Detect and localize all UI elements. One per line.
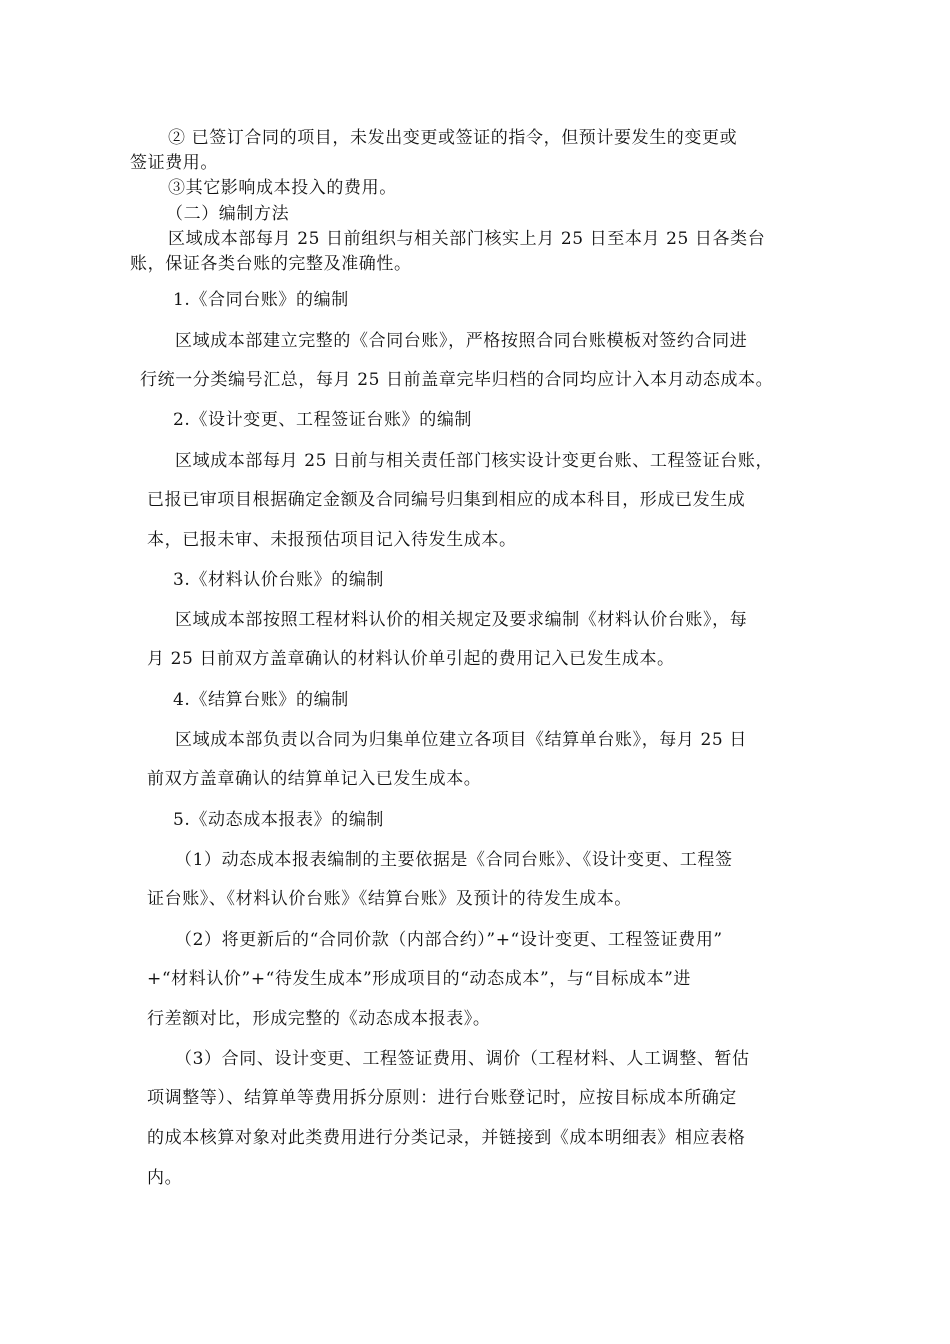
paragraph-line: 内。	[147, 1168, 183, 1188]
paragraph-line: 行统一分类编号汇总，每月 25 日前盖章完毕归档的合同均应计入本月动态成本。	[140, 370, 774, 390]
paragraph-line: 的成本核算对象对此类费用进行分类记录，并链接到《成本明细表》相应表格	[147, 1128, 746, 1148]
paragraph-line: （2）将更新后的“合同价款（内部合约）”+“设计变更、工程签证费用”	[175, 930, 723, 950]
section-heading: （二）编制方法	[166, 204, 290, 224]
paragraph-line: 证台账》、《材料认价台账》《结算台账》及预计的待发生成本。	[147, 889, 632, 909]
paragraph-line: 区域成本部负责以合同为归集单位建立各项目《结算单台账》，每月 25 日	[175, 730, 747, 750]
paragraph-line: 区域成本部每月 25 日前与相关责任部门核实设计变更台账、工程签证台账，	[175, 451, 774, 471]
paragraph-line: 区域成本部建立完整的《合同台账》，严格按照合同台账模板对签约合同进	[175, 331, 748, 351]
paragraph-line: 本，已报未审、未报预估项目记入待发生成本。	[147, 530, 517, 550]
paragraph-line: 月 25 日前双方盖章确认的材料认价单引起的费用记入已发生成本。	[147, 649, 675, 669]
paragraph-line: 区域成本部按照工程材料认价的相关规定及要求编制《材料认价台账》，每	[175, 610, 748, 630]
paragraph-line: ③其它影响成本投入的费用。	[168, 178, 397, 198]
paragraph-line: 区域成本部每月 25 日前组织与相关部门核实上月 25 日至本月 25 日各类台	[168, 229, 766, 249]
subsection-heading: 2.《设计变更、工程签证台账》的编制	[173, 410, 473, 430]
paragraph-line: 账，保证各类台账的完整及准确性。	[130, 254, 412, 274]
paragraph-line: 已报已审项目根据确定金额及合同编号归集到相应的成本科目，形成已发生成	[147, 490, 746, 510]
paragraph-line: （1）动态成本报表编制的主要依据是《合同台账》、《设计变更、工程签	[175, 850, 733, 870]
paragraph-line: （3）合同、设计变更、工程签证费用、调价（工程材料、人工调整、暂估	[175, 1049, 750, 1069]
subsection-heading: 1.《合同台账》的编制	[173, 290, 349, 310]
paragraph-line: 项调整等）、结算单等费用拆分原则：进行台账登记时，应按目标成本所确定	[147, 1088, 737, 1108]
subsection-heading: 3.《材料认价台账》的编制	[173, 570, 385, 590]
paragraph-line: 行差额对比，形成完整的《动态成本报表》。	[147, 1009, 491, 1029]
paragraph-line: ② 已签订合同的项目，未发出变更或签证的指令，但预计要发生的变更或	[168, 128, 738, 148]
paragraph-line: 签证费用。	[130, 153, 218, 173]
paragraph-line: +“材料认价”+“待发生成本”形成项目的“动态成本”，与“目标成本”进	[147, 969, 692, 989]
paragraph-line: 前双方盖章确认的结算单记入已发生成本。	[147, 769, 482, 789]
subsection-heading: 5.《动态成本报表》的编制	[173, 810, 385, 830]
subsection-heading: 4.《结算台账》的编制	[173, 690, 349, 710]
